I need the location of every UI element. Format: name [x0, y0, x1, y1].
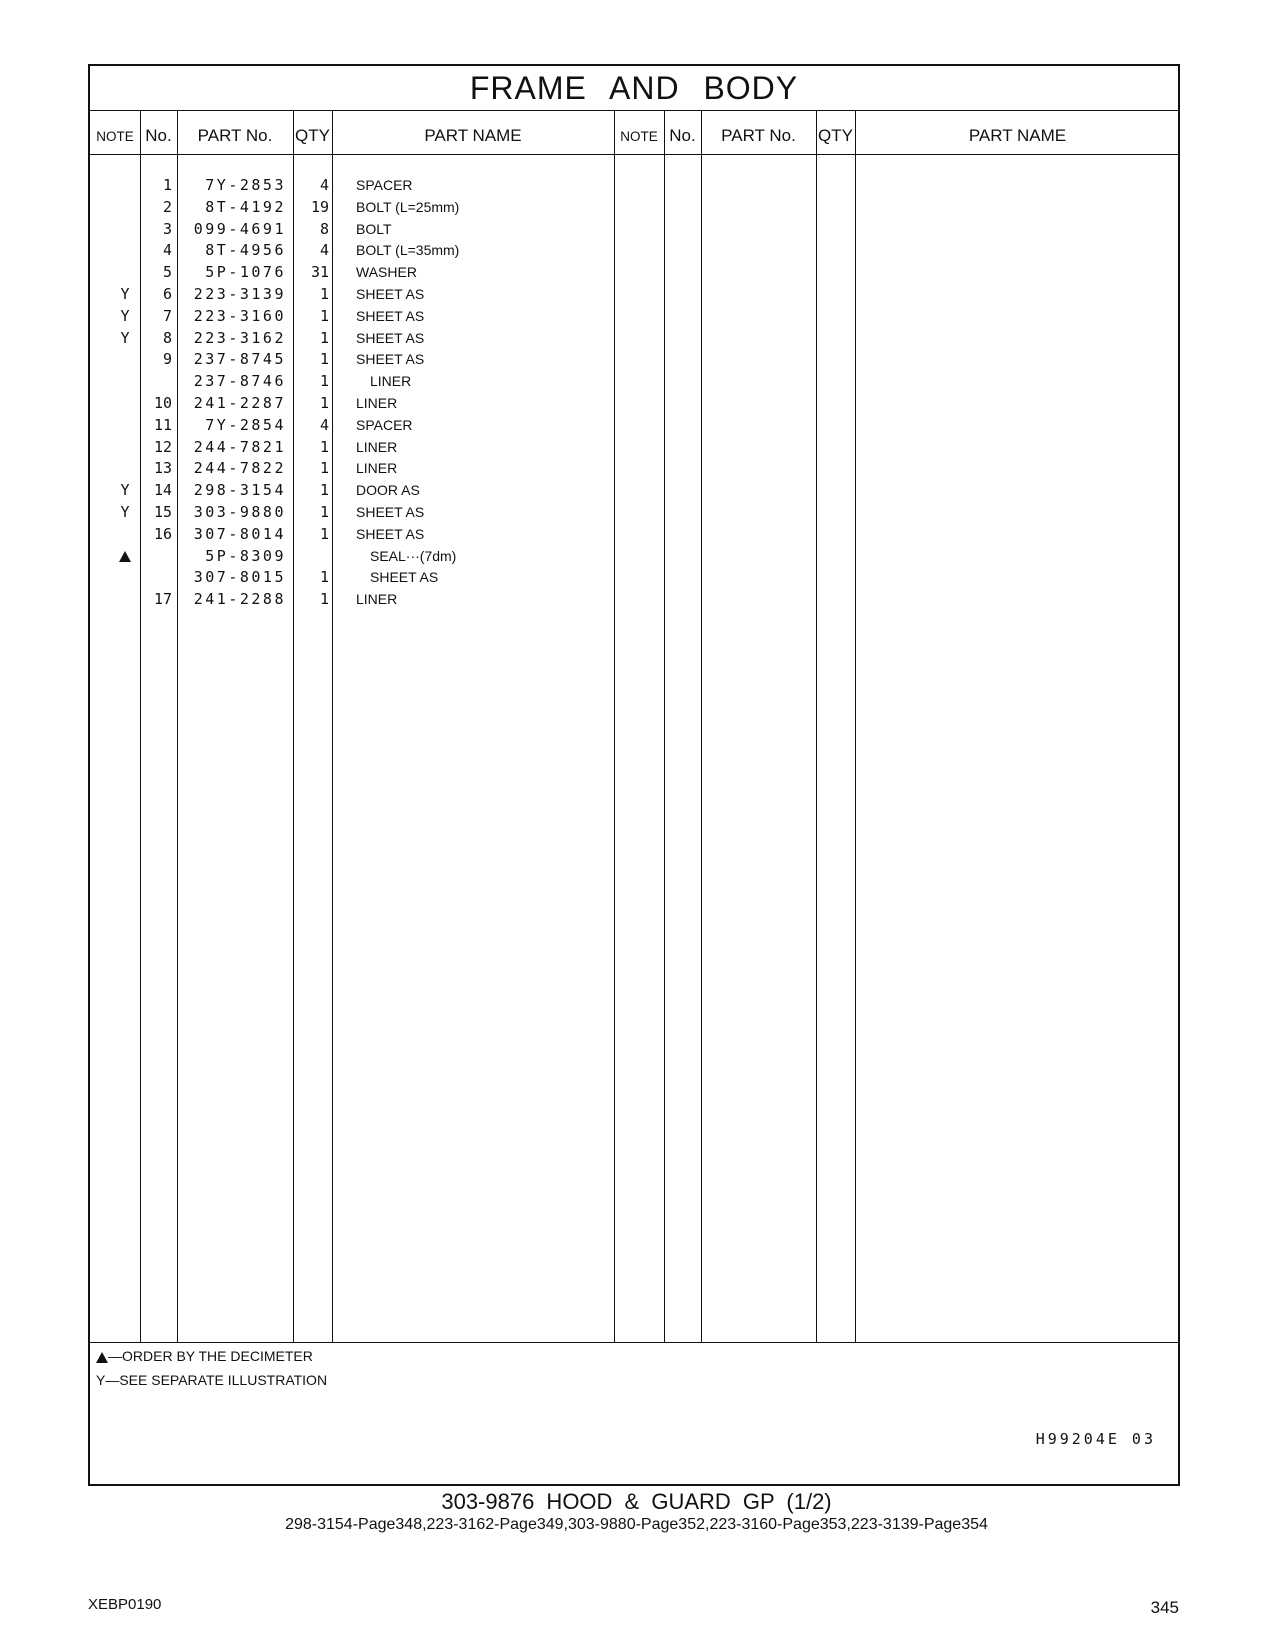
- header-note: NOTE: [96, 128, 134, 144]
- row-quantity: 19: [310, 197, 329, 216]
- row-number: 3: [162, 219, 172, 238]
- row-number: 14: [153, 481, 172, 500]
- row-part-number: 307-8015: [193, 568, 286, 587]
- divider-title: [90, 110, 1178, 111]
- row-quantity: [293, 545, 329, 567]
- row-part-name: WASHER: [356, 264, 417, 281]
- row-number: 11: [153, 415, 172, 434]
- row-number: 2: [162, 197, 172, 216]
- row-part-name: LINER: [356, 438, 398, 455]
- row-quantity: 1: [319, 437, 329, 456]
- row-number: [144, 370, 172, 392]
- legend-triangle-text: —ORDER BY THE DECIMETER: [108, 1348, 313, 1364]
- section-title: FRAME AND BODY: [469, 70, 799, 106]
- row-part-name: SPACER: [356, 416, 413, 433]
- row-part-number: 223-3160: [193, 306, 286, 325]
- page-references: 298-3154-Page348,223-3162-Page349,303-9880-Page352,223-3160-Page353,223-3139-Page354: [285, 1516, 988, 1533]
- row-quantity: 1: [319, 328, 329, 347]
- row-number: 16: [153, 524, 172, 543]
- row-note: [110, 392, 140, 414]
- table-row: [90, 436, 1178, 458]
- row-part-name: SHEET AS: [356, 351, 425, 368]
- row-note: [110, 566, 140, 588]
- group-title: 303-9876 HOOD & GUARD GP (1/2): [441, 1489, 832, 1514]
- table-row: [90, 196, 1178, 218]
- row-part-name: LINER: [370, 373, 412, 390]
- table-row: [90, 348, 1178, 370]
- table-row: [90, 588, 1178, 610]
- row-part-number: 099-4691: [193, 219, 286, 238]
- row-number: 7: [162, 306, 172, 325]
- row-number: 9: [162, 350, 172, 369]
- document-id: XEBP0190: [88, 1596, 162, 1613]
- parts-table-frame: [88, 64, 1180, 1486]
- row-note: Y: [120, 328, 130, 347]
- row-quantity: 1: [319, 590, 329, 609]
- header-part-no: PART No.: [197, 126, 273, 145]
- row-part-name: LINER: [356, 460, 398, 477]
- table-row: [90, 305, 1178, 327]
- row-quantity: 1: [319, 285, 329, 303]
- row-part-number: 303-9880: [193, 503, 286, 521]
- row-quantity: 8: [319, 219, 329, 238]
- page-number: 345: [1150, 1598, 1179, 1617]
- row-number: 5: [162, 263, 172, 282]
- row-number: [144, 566, 172, 588]
- row-note: [110, 370, 140, 392]
- triangle-icon: [96, 1352, 108, 1363]
- legend-triangle: [96, 1348, 313, 1364]
- table-row: [90, 414, 1178, 436]
- row-quantity: 1: [319, 394, 329, 412]
- row-part-number: 223-3162: [193, 328, 286, 347]
- header-no: No.: [145, 126, 172, 145]
- row-part-number: 298-3154: [193, 481, 286, 500]
- row-note: [110, 348, 140, 370]
- row-part-name: BOLT (L=35mm): [356, 242, 460, 259]
- header-part-name: PART NAME: [424, 126, 522, 145]
- table-row: [90, 457, 1178, 479]
- table-row: [90, 370, 1178, 392]
- row-quantity: 1: [319, 459, 329, 478]
- row-quantity: 1: [319, 481, 329, 500]
- row-part-name: SHEET AS: [370, 569, 439, 586]
- table-row: [90, 523, 1178, 545]
- row-number: 13: [153, 459, 172, 478]
- table-row: [90, 239, 1178, 261]
- row-part-name: SHEET AS: [356, 329, 425, 346]
- row-quantity: 1: [319, 568, 329, 587]
- row-part-number: 241-2287: [193, 394, 286, 412]
- row-part-name: BOLT (L=25mm): [356, 198, 460, 215]
- row-note: [110, 174, 140, 196]
- divider-legend: [90, 1342, 1178, 1343]
- row-note: [110, 239, 140, 261]
- row-note: Y: [120, 481, 130, 500]
- table-row: [90, 501, 1178, 523]
- table-row: [90, 283, 1178, 305]
- row-part-number: 7Y-2853: [205, 176, 286, 194]
- row-number: 10: [153, 394, 172, 412]
- header-part-no: PART No.: [721, 126, 796, 145]
- row-number: 6: [162, 285, 172, 303]
- row-part-name: SHEET AS: [356, 307, 425, 324]
- header-qty: QTY: [295, 126, 330, 145]
- row-part-name: LINER: [356, 591, 398, 608]
- row-number: 12: [153, 437, 172, 456]
- header-no: No.: [669, 126, 696, 145]
- row-part-number: 237-8745: [193, 350, 286, 369]
- table-row: [90, 261, 1178, 283]
- table-row: [90, 566, 1178, 588]
- legend-y: Y—SEE SEPARATE ILLUSTRATION: [96, 1372, 328, 1388]
- row-part-number: 5P-8309: [205, 546, 286, 565]
- table-row: [90, 392, 1178, 414]
- row-note: [110, 218, 140, 240]
- row-part-number: 237-8746: [193, 372, 286, 391]
- row-part-name: SPACER: [356, 177, 413, 193]
- row-quantity: 4: [319, 176, 329, 194]
- row-note: Y: [120, 503, 130, 521]
- row-quantity: 4: [319, 415, 329, 434]
- row-part-number: 307-8014: [193, 524, 286, 543]
- row-number: 15: [153, 503, 172, 521]
- row-number: 17: [153, 590, 172, 609]
- header-note: NOTE: [620, 128, 658, 144]
- row-part-name: BOLT: [356, 220, 392, 237]
- row-part-name: SHEET AS: [356, 504, 425, 520]
- header-qty: QTY: [818, 126, 853, 145]
- row-note: [110, 523, 140, 545]
- row-part-name: SHEET AS: [356, 286, 425, 302]
- row-number: [144, 545, 172, 567]
- row-quantity: 4: [319, 241, 329, 260]
- row-part-number: 7Y-2854: [205, 415, 286, 434]
- row-part-name: SHEET AS: [356, 525, 425, 542]
- table-row: [90, 479, 1178, 501]
- row-number: 8: [162, 328, 172, 347]
- drawing-code: H99204E 03: [1035, 1430, 1156, 1448]
- table-row: [90, 218, 1178, 240]
- row-quantity: 1: [319, 503, 329, 521]
- row-note: [110, 261, 140, 283]
- row-part-number: 223-3139: [193, 285, 286, 303]
- row-note: Y: [120, 306, 130, 325]
- row-note: Y: [120, 285, 130, 303]
- row-quantity: 1: [319, 524, 329, 543]
- row-part-number: 8T-4956: [205, 241, 286, 260]
- row-quantity: 1: [319, 350, 329, 369]
- row-part-number: 244-7821: [193, 437, 286, 456]
- table-row: [90, 545, 1178, 567]
- row-part-number: 244-7822: [193, 459, 286, 478]
- row-part-number: 241-2288: [193, 590, 286, 609]
- row-part-number: 8T-4192: [205, 197, 286, 216]
- table-row: [90, 327, 1178, 349]
- row-part-name: SEAL···(7dm): [370, 547, 457, 564]
- row-quantity: 1: [319, 306, 329, 325]
- row-note: [110, 436, 140, 458]
- row-note: [110, 414, 140, 436]
- header-part-name: PART NAME: [968, 126, 1067, 145]
- row-number: 4: [162, 241, 172, 260]
- row-note: [110, 588, 140, 610]
- triangle-icon: [119, 551, 131, 562]
- row-number: 1: [162, 176, 172, 194]
- row-part-name: LINER: [356, 395, 398, 411]
- row-part-name: DOOR AS: [356, 482, 420, 499]
- table-row: [90, 174, 1178, 196]
- row-part-number: 5P-1076: [205, 263, 286, 282]
- row-quantity: 1: [319, 372, 329, 391]
- row-quantity: 31: [310, 263, 329, 282]
- row-note: [110, 457, 140, 479]
- row-note: [110, 196, 140, 218]
- row-note: [110, 545, 140, 567]
